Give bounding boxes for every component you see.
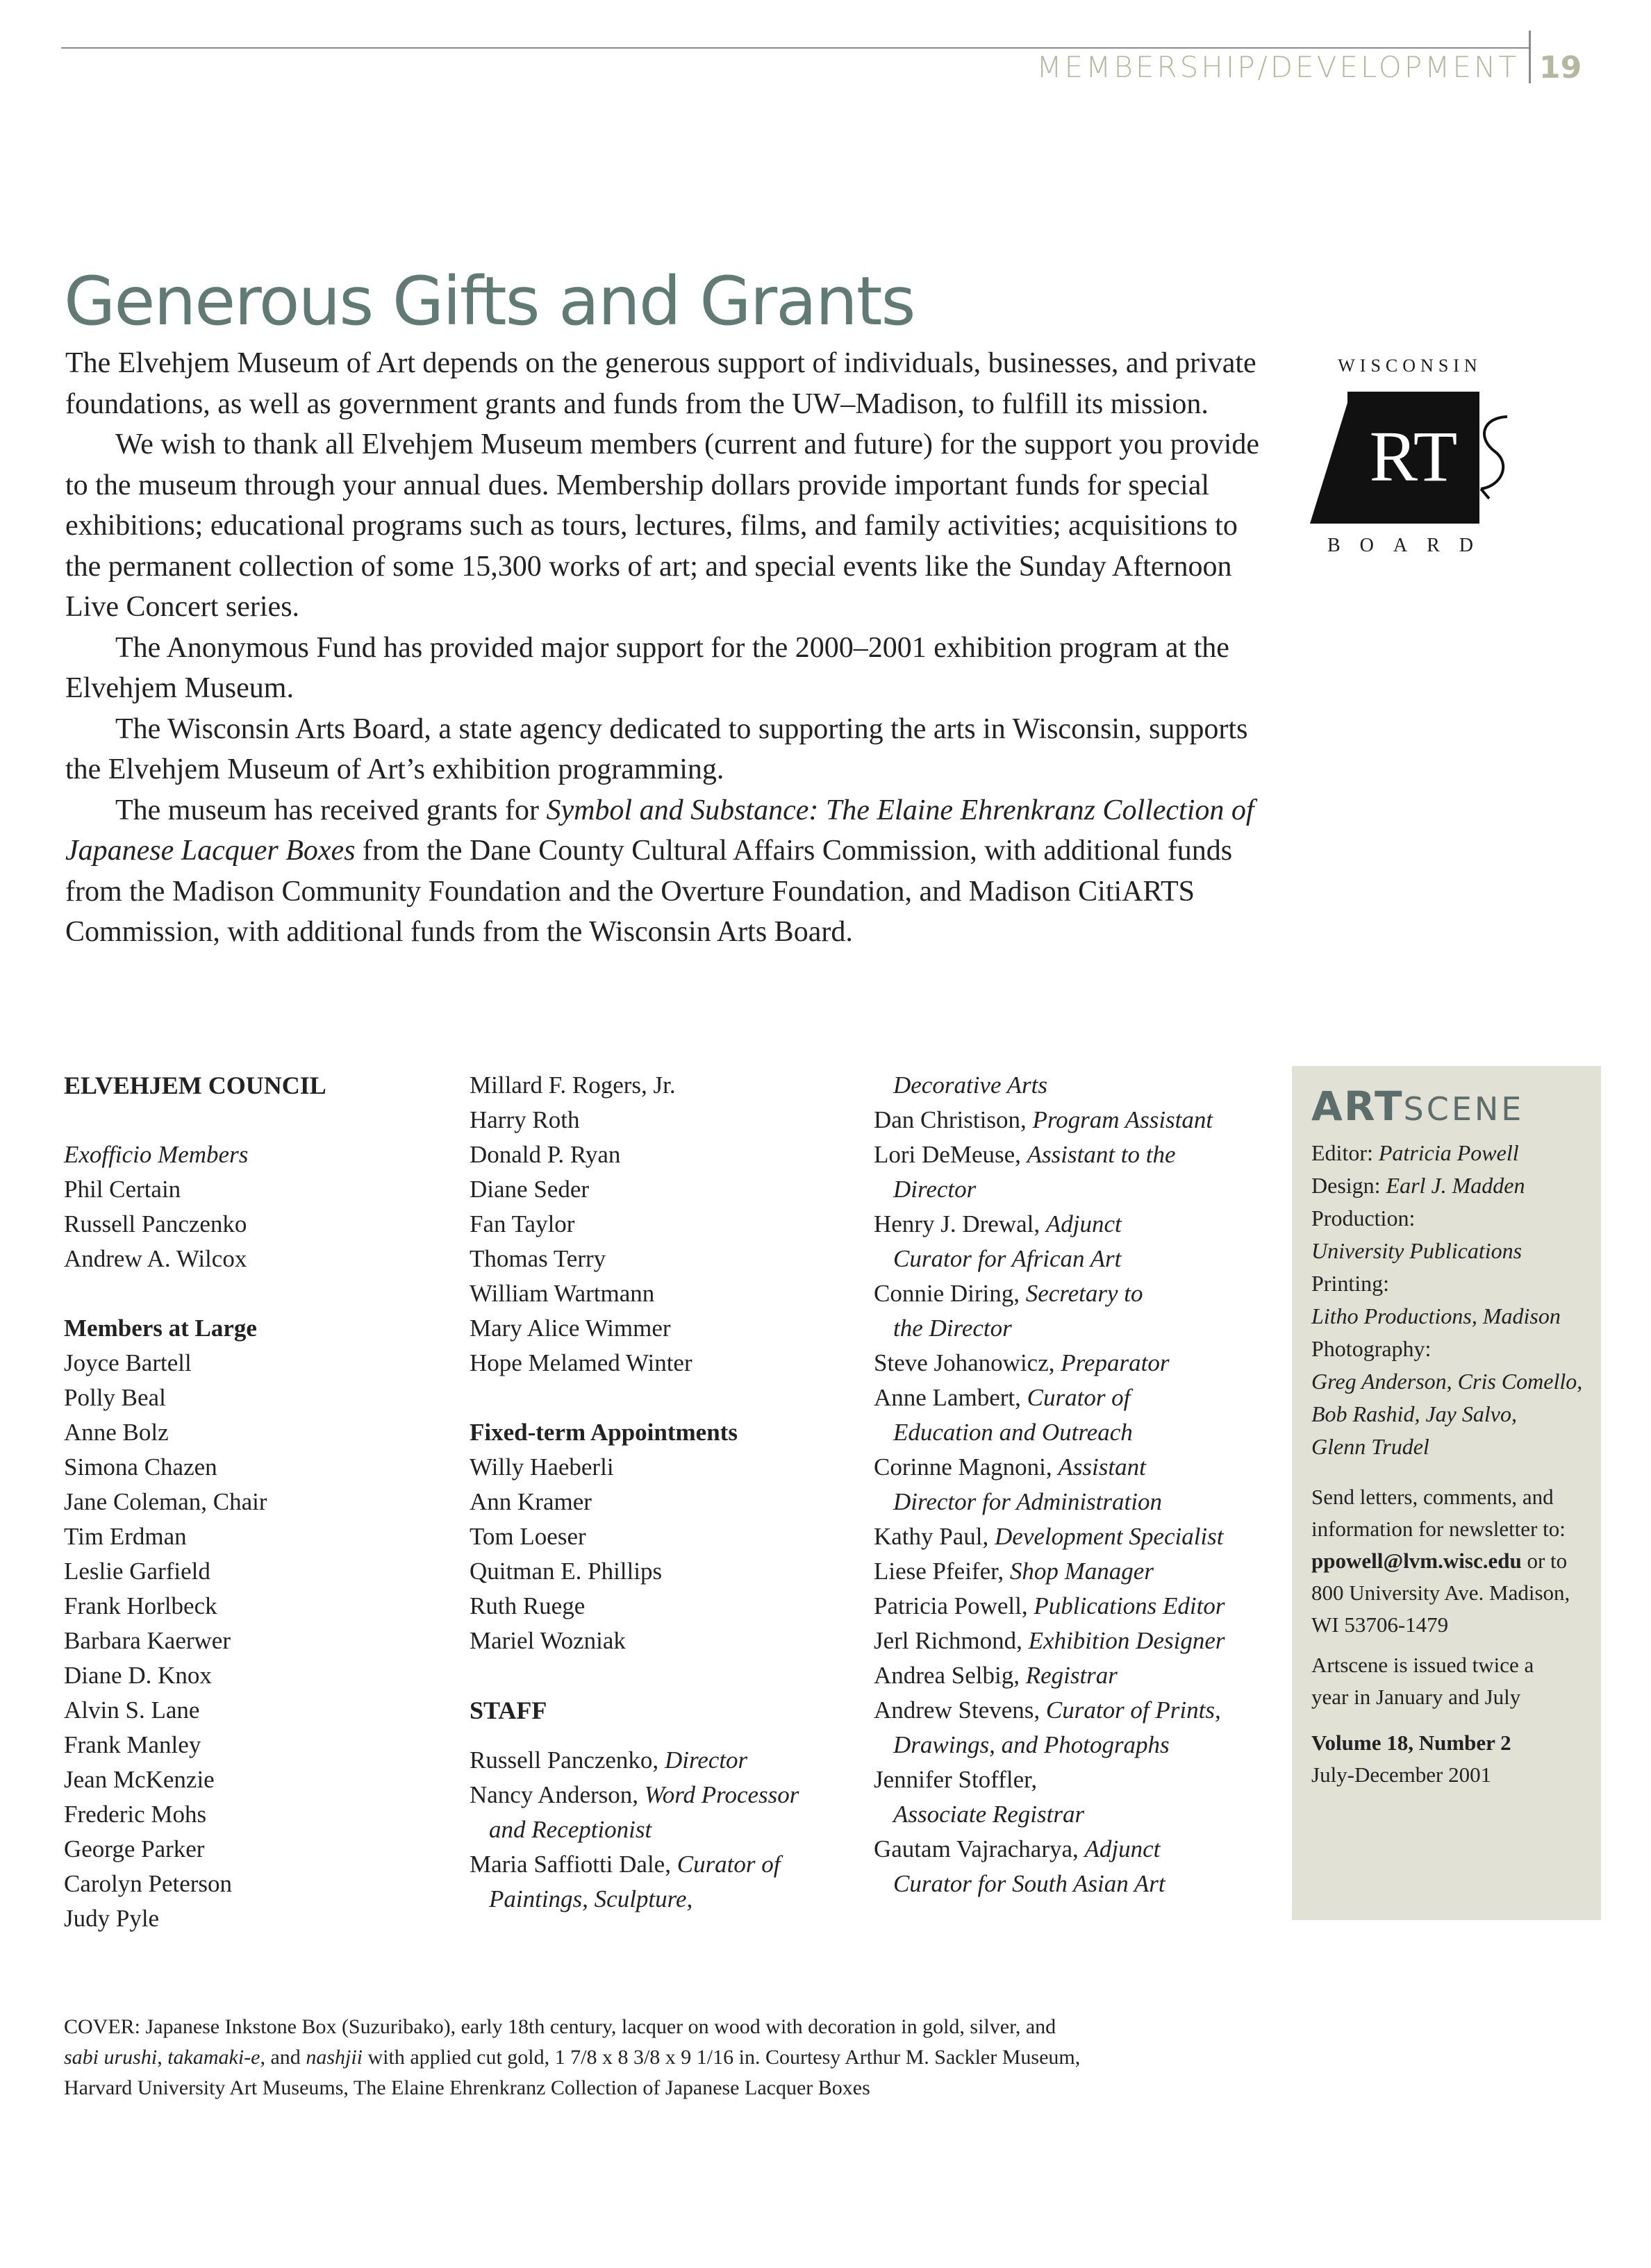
list-item: Mariel Wozniak bbox=[470, 1627, 626, 1654]
address-line: 800 University Ave. Madison, bbox=[1311, 1581, 1570, 1605]
staff-row bbox=[874, 1103, 1225, 1137]
header-separator bbox=[1529, 31, 1531, 83]
staff-role-cont: the Director bbox=[893, 1315, 1012, 1342]
volume-number: Volume 18, Number 2 bbox=[1311, 1731, 1511, 1755]
staff-name: Lori DeMeuse, bbox=[874, 1141, 1027, 1168]
list-item: Ann Kramer bbox=[470, 1488, 592, 1515]
staff-role: Preparator bbox=[1061, 1349, 1170, 1376]
staff-role: Development Specialist bbox=[995, 1523, 1224, 1550]
list-item: Harry Roth bbox=[470, 1106, 580, 1133]
cover-line-3: Harvard University Art Museums, The Elaine Ehrenkranz Collection of Japanese Lacquer Boxes bbox=[64, 2076, 870, 2099]
staff-name: Liese Pfeifer, bbox=[874, 1558, 1010, 1585]
staff-name: Kathy Paul, bbox=[874, 1523, 995, 1550]
staff-row bbox=[874, 1346, 1225, 1381]
staff-name: Dan Christison, bbox=[874, 1106, 1033, 1133]
staff-role: Assistant bbox=[1058, 1453, 1146, 1481]
cover-line-2 bbox=[64, 2042, 1245, 2073]
printing-label: Printing: bbox=[1311, 1271, 1390, 1296]
staff-name: Henry J. Drewal, bbox=[874, 1210, 1046, 1237]
printing-value: Litho Productions, Madison bbox=[1311, 1303, 1561, 1328]
staff-name: Russell Panczenko, bbox=[470, 1746, 665, 1774]
email-link[interactable]: ppowell@lvm.wisc.edu bbox=[1311, 1549, 1522, 1573]
list-item: Judy Pyle bbox=[64, 1905, 160, 1932]
section-header: MEMBERSHIP/DEVELOPMENT bbox=[1036, 50, 1519, 84]
staff-row bbox=[874, 1381, 1225, 1415]
list-item: Jane Coleman, Chair bbox=[64, 1488, 267, 1515]
staff-role: Assistant to the bbox=[1027, 1141, 1176, 1168]
term: takamaki-e bbox=[167, 2046, 260, 2069]
staff-row bbox=[470, 1847, 799, 1882]
staff-name: Nancy Anderson, bbox=[470, 1781, 645, 1808]
staff-name: Patricia Powell, bbox=[874, 1592, 1034, 1619]
staff-row bbox=[874, 1554, 1225, 1589]
letters-text: Send letters, comments, and bbox=[1311, 1485, 1554, 1509]
issued-text: year in January and July bbox=[1311, 1685, 1521, 1709]
list-item: Frederic Mohs bbox=[64, 1801, 207, 1828]
sidebar-content bbox=[1311, 1078, 1582, 1791]
p5-exhibition-title: Symbol and Substance: The Elaine Ehrenkranz Collection of Japanese Lacquer Boxes bbox=[65, 794, 1254, 867]
list-item: Frank Manley bbox=[64, 1731, 201, 1758]
photography-value: Bob Rashid, Jay Salvo, bbox=[1311, 1401, 1517, 1426]
council-column-1 bbox=[64, 1068, 326, 1936]
fixed-term-label: Fixed-term Appointments bbox=[470, 1419, 738, 1446]
staff-role: Curator of bbox=[677, 1851, 781, 1878]
staff-role: Exhibition Designer bbox=[1028, 1627, 1225, 1654]
term: sabi urushi bbox=[64, 2046, 158, 2069]
staff-role: Program Assistant bbox=[1032, 1106, 1213, 1133]
cover-caption bbox=[64, 2012, 1245, 2103]
list-item: Diane D. Knox bbox=[64, 1662, 212, 1689]
cover-line-1: COVER: Japanese Inkstone Box (Suzuribako), early 18th century, lacquer on wood with decoration in gold, silver, and bbox=[64, 2015, 1056, 2038]
list-item: Tim Erdman bbox=[64, 1523, 187, 1550]
staff-column-3 bbox=[874, 1068, 1225, 1901]
intro-paragraph-4: The Wisconsin Arts Board, a state agency dedicated to supporting the arts in Wisconsin, supports the Elvehjem Museum of Art’s exhibition programming. bbox=[65, 712, 1248, 785]
staff-row bbox=[874, 1137, 1225, 1172]
staff-role-cont: Director bbox=[893, 1176, 977, 1203]
staff-name: Corinne Magnoni, bbox=[874, 1453, 1059, 1481]
logo-art: ART bbox=[1311, 1083, 1404, 1130]
page-title: Generous Gifts and Grants bbox=[64, 262, 915, 340]
production-label: Production: bbox=[1311, 1206, 1416, 1231]
list-item: Thomas Terry bbox=[470, 1245, 606, 1272]
staff-role-cont: Associate Registrar bbox=[893, 1801, 1085, 1828]
list-item: Mary Alice Wimmer bbox=[470, 1315, 671, 1342]
staff-heading: STAFF bbox=[470, 1696, 547, 1724]
staff-role: Curator of Prints, bbox=[1045, 1696, 1221, 1724]
editor-line bbox=[1311, 1137, 1582, 1169]
list-item: Fan Taylor bbox=[470, 1210, 575, 1237]
staff-role-cont: Drawings, and Photographs bbox=[893, 1731, 1170, 1758]
council-column-2 bbox=[470, 1068, 799, 1917]
logo-center-text: RT bbox=[1369, 417, 1458, 497]
staff-name: Connie Diring, bbox=[874, 1280, 1026, 1307]
staff-role-cont: Education and Outreach bbox=[893, 1419, 1133, 1446]
staff-role: Secretary to bbox=[1025, 1280, 1143, 1307]
list-item: William Wartmann bbox=[470, 1280, 655, 1307]
staff-name: Steve Johanowicz, bbox=[874, 1349, 1061, 1376]
photography-label: Photography: bbox=[1311, 1336, 1432, 1361]
email-line bbox=[1311, 1545, 1582, 1577]
staff-name: Andrew Stevens, bbox=[874, 1696, 1046, 1724]
list-item: Hope Melamed Winter bbox=[470, 1349, 692, 1376]
issue-dates: July-December 2001 bbox=[1311, 1762, 1492, 1787]
staff-name: Anne Lambert, bbox=[874, 1384, 1027, 1411]
list-item: Quitman E. Phillips bbox=[470, 1558, 663, 1585]
logo-box bbox=[1347, 392, 1479, 524]
list-item: Joyce Bartell bbox=[64, 1349, 192, 1376]
list-item: Phil Certain bbox=[64, 1176, 181, 1203]
staff-row bbox=[874, 1276, 1225, 1311]
list-item: Simona Chazen bbox=[64, 1453, 217, 1481]
list-item: Carolyn Peterson bbox=[64, 1870, 233, 1897]
logo-top-text: WISCONSIN bbox=[1338, 356, 1482, 376]
list-item: Ruth Ruege bbox=[470, 1592, 586, 1619]
logo-s-curve-icon bbox=[1474, 411, 1516, 515]
production-value: University Publications bbox=[1311, 1238, 1523, 1263]
list-item: Barbara Kaerwer bbox=[64, 1627, 231, 1654]
list-item: George Parker bbox=[64, 1835, 205, 1862]
staff-role-cont: and Receptionist bbox=[489, 1816, 652, 1843]
sep: , and bbox=[260, 2046, 306, 2069]
list-item: Frank Horlbeck bbox=[64, 1592, 217, 1619]
staff-name: Jennifer Stoffler, bbox=[874, 1766, 1038, 1793]
editor-name: Patricia Powell bbox=[1378, 1140, 1519, 1165]
staff-role: Publications Editor bbox=[1034, 1592, 1225, 1619]
logo-triangle bbox=[1310, 403, 1347, 524]
list-item: Anne Bolz bbox=[64, 1419, 169, 1446]
photography-value: Greg Anderson, Cris Comello, bbox=[1311, 1369, 1583, 1394]
list-item: Leslie Garfield bbox=[64, 1558, 210, 1585]
list-item: Donald P. Ryan bbox=[470, 1141, 621, 1168]
designer-name: Earl J. Madden bbox=[1386, 1173, 1525, 1198]
intro-paragraph-3: The Anonymous Fund has provided major support for the 2000–2001 exhibition program at the Elvehjem Museum. bbox=[65, 631, 1229, 704]
staff-role: Adjunct bbox=[1084, 1835, 1161, 1862]
staff-name: Gautam Vajracharya, bbox=[874, 1835, 1085, 1862]
logo-scene: SCENE bbox=[1403, 1090, 1525, 1128]
list-item: Diane Seder bbox=[470, 1176, 590, 1203]
p5-text-a: The museum has received grants for bbox=[115, 794, 547, 826]
photography-value: Glenn Trudel bbox=[1311, 1434, 1429, 1459]
council-heading: ELVEHJEM COUNCIL bbox=[64, 1072, 326, 1099]
page-number: 19 bbox=[1539, 50, 1582, 85]
staff-role: Curator of bbox=[1027, 1384, 1131, 1411]
design-label: Design: bbox=[1311, 1173, 1386, 1198]
list-item: Polly Beal bbox=[64, 1384, 166, 1411]
header-rule bbox=[61, 47, 1529, 49]
staff-row bbox=[874, 1589, 1225, 1624]
staff-row bbox=[874, 1450, 1225, 1485]
staff-row bbox=[874, 1207, 1225, 1242]
staff-row bbox=[874, 1519, 1225, 1554]
cover-text: with applied cut gold, 1 7/8 x 8 3/8 x 9 1/16 in. Courtesy Arthur M. Sackler Museum, bbox=[363, 2046, 1081, 2069]
address-line: WI 53706-1479 bbox=[1311, 1612, 1449, 1637]
staff-role: Adjunct bbox=[1045, 1210, 1122, 1237]
list-item: Willy Haeberli bbox=[470, 1453, 614, 1481]
staff-row bbox=[874, 1693, 1225, 1728]
list-item: Jean McKenzie bbox=[64, 1766, 215, 1793]
staff-role-cont: Paintings, Sculpture, bbox=[489, 1885, 693, 1912]
editor-label: Editor: bbox=[1311, 1140, 1379, 1165]
staff-row bbox=[874, 1624, 1225, 1658]
list-item: Millard F. Rogers, Jr. bbox=[470, 1072, 676, 1099]
exofficio-label: Exofficio Members bbox=[64, 1141, 249, 1168]
p5-text-b: from the Dane County Cultural Affairs Commission, with additional funds from the Madison Community Foundation and the Overture Foundation, and Madison CitiARTS Commission, with additional funds from the Wisconsin Arts Board. bbox=[65, 835, 1233, 948]
term: nashjii bbox=[306, 2046, 363, 2069]
staff-row bbox=[874, 1658, 1225, 1693]
atlarge-label: Members at Large bbox=[64, 1315, 257, 1342]
artscene-logo bbox=[1311, 1078, 1582, 1137]
intro-paragraph-2: We wish to thank all Elvehjem Museum members (current and future) for the support you provide to the museum through your annual dues. Membership dollars provide important funds for special exhibitions; educational programs such as tours, lectures, films, and family activities; acquisitions to the permanent collection of some 15,300 works of art; and special events like the Sunday Afternoon Live Concert series. bbox=[65, 428, 1260, 623]
design-line bbox=[1311, 1169, 1582, 1202]
letters-text: information for newsletter to: bbox=[1311, 1517, 1566, 1541]
staff-role: Director bbox=[664, 1746, 748, 1774]
intro-paragraph-1: The Elvehjem Museum of Art depends on the generous support of individuals, businesses, and private foundations, as well as government grants and funds from the UW–Madison, to fulfill its mission. bbox=[65, 347, 1256, 420]
intro-text bbox=[65, 343, 1260, 953]
list-item: Andrew A. Wilcox bbox=[64, 1245, 247, 1272]
staff-row bbox=[874, 1762, 1225, 1797]
list-item: Tom Loeser bbox=[470, 1523, 586, 1550]
sep: , bbox=[157, 2046, 168, 2069]
staff-role-cont: Decorative Arts bbox=[893, 1072, 1047, 1099]
intro-paragraph-5 bbox=[65, 790, 1260, 953]
logo-bottom-text: BOARD bbox=[1327, 535, 1493, 556]
or-to-text: or to bbox=[1521, 1549, 1568, 1573]
staff-role-cont: Director for Administration bbox=[893, 1488, 1162, 1515]
staff-row bbox=[874, 1832, 1225, 1867]
list-item: Alvin S. Lane bbox=[64, 1696, 200, 1724]
wisconsin-arts-board-logo bbox=[1292, 356, 1528, 564]
staff-role: Shop Manager bbox=[1009, 1558, 1154, 1585]
staff-role: Registrar bbox=[1025, 1662, 1118, 1689]
staff-name: Maria Saffiotti Dale, bbox=[470, 1851, 677, 1878]
issued-text: Artscene is issued twice a bbox=[1311, 1653, 1534, 1677]
staff-role: Word Processor bbox=[644, 1781, 799, 1808]
artscene-sidebar bbox=[1292, 1066, 1601, 1920]
staff-name: Andrea Selbig, bbox=[874, 1662, 1026, 1689]
list-item: Russell Panczenko bbox=[64, 1210, 247, 1237]
staff-role-cont: Curator for South Asian Art bbox=[893, 1870, 1165, 1897]
staff-role-cont: Curator for African Art bbox=[893, 1245, 1122, 1272]
staff-row bbox=[470, 1778, 799, 1812]
staff-row bbox=[470, 1743, 799, 1778]
staff-name: Jerl Richmond, bbox=[874, 1627, 1029, 1654]
